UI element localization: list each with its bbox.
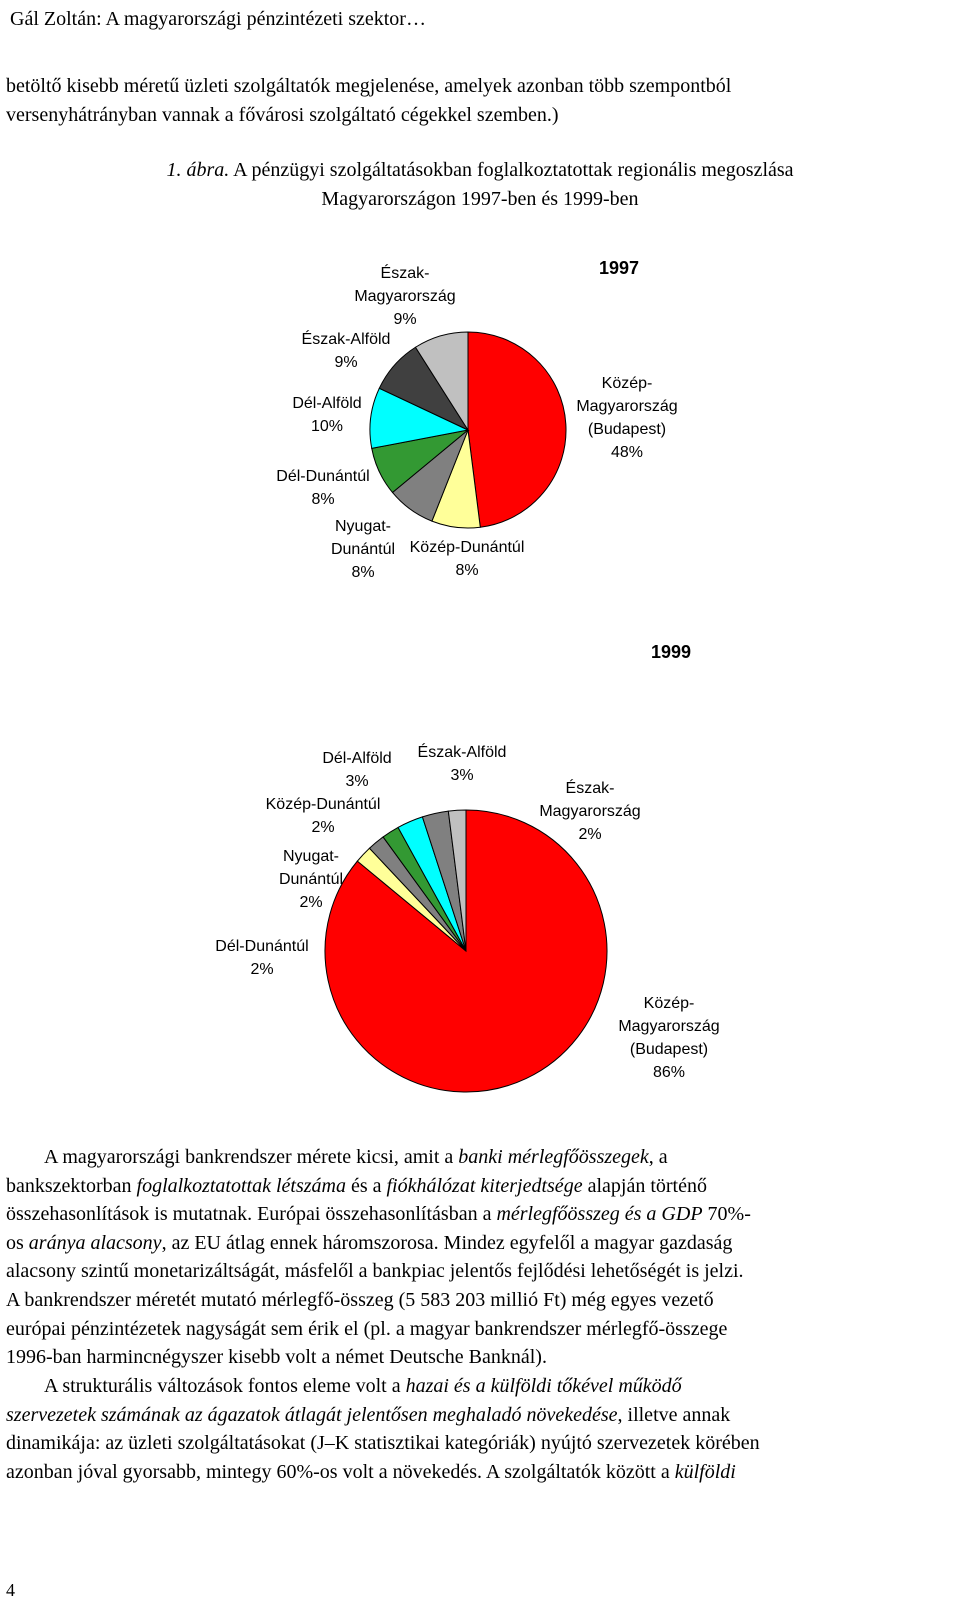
text-run: A magyarországi bankrendszer mérete kicsi, amit a: [44, 1146, 459, 1168]
slice-label: [215, 938, 308, 978]
text-run: azonban jóval gyorsabb, mintegy 60%-os volt a növekedés. A szolgáltatók között a: [6, 1460, 675, 1483]
slice-label-text: Közép-: [601, 375, 653, 392]
italic-phrase: aránya alacsony: [28, 1231, 162, 1254]
slice-percent: 2%: [250, 961, 274, 978]
slice-label-text: Észak-Alföld: [301, 331, 391, 348]
intro-paragraph: [6, 72, 936, 129]
slice-label-text: Dél-Alföld: [322, 750, 392, 767]
text-run: bankszektorban: [6, 1174, 137, 1197]
slice-label-text: Észak-: [565, 780, 615, 797]
slice-label-text: Dunántúl: [278, 871, 344, 888]
slice-label: [322, 750, 391, 790]
slice-label: [410, 539, 525, 579]
running-header: Gál Zoltán: A magyarországi pénzintézeti szektor…: [10, 8, 426, 30]
italic-phrase: mérlegfőösszeg és a GDP: [496, 1203, 703, 1226]
text-run: európai pénzintézetek nagyságát sem érik el (pl. a magyar bankrendszer mérlegfő-összege: [6, 1317, 728, 1340]
italic-phrase: szervezetek számának az ágazatok átlagát jelentősen meghaladó növekedése: [6, 1403, 618, 1426]
body-line: [6, 1257, 936, 1286]
pie-chart-1997: [0, 240, 960, 585]
slice-percent: 86%: [652, 1064, 686, 1081]
slice-label-text: Észak-Alföld: [417, 744, 507, 761]
slice-percent: 2%: [311, 819, 335, 836]
intro-line: betöltő kisebb méretű üzleti szolgáltatók megjelenése, amelyek azonban több szempontból: [6, 75, 732, 97]
caption-line-2: Magyarországon 1997-ben és 1999-ben: [321, 188, 639, 210]
chart-title: 1997: [598, 258, 640, 278]
slice-label: [302, 329, 391, 371]
slice-label-text: Magyarország: [618, 1018, 720, 1035]
slice-label-text: Magyarország: [576, 398, 678, 415]
slice-percent: 3%: [450, 767, 474, 784]
body-line: [6, 1200, 936, 1229]
slice-label-text: (Budapest): [587, 421, 667, 438]
italic-phrase: külföldi: [674, 1460, 736, 1483]
body-line: [6, 1143, 936, 1172]
body-line: [6, 1343, 936, 1372]
slice-label-text: Magyarország: [354, 288, 456, 305]
text-run: A bankrendszer méretét mutató mérlegfő-összeg (5 583 203 millió Ft) még egyes vezető: [6, 1288, 714, 1311]
caption-line-1: [0, 156, 960, 185]
pie-slice-közép-magyarország-budapest-: [468, 332, 566, 527]
text-run: és a: [345, 1174, 387, 1197]
slice-label: [418, 742, 507, 784]
text-run: os: [6, 1231, 29, 1254]
body-line: [6, 1372, 936, 1401]
body-line: [6, 1458, 936, 1487]
slice-label: [354, 263, 455, 328]
slice-label: [331, 518, 395, 581]
slice-percent: 9%: [393, 311, 417, 328]
text-run: 1996-ban harmincnégyszer kisebb volt a német Deutsche Banknál).: [6, 1346, 547, 1369]
slice-label-text: Közép-Dunántúl: [409, 539, 525, 556]
slice-label: [266, 796, 381, 836]
slice-label-text: Közép-Dunántúl: [265, 796, 381, 813]
text-run: , az EU átlag ennek háromszorosa. Mindez egyfelől a magyar gazdaság: [161, 1231, 733, 1254]
figure-number: 1. ábra.: [166, 159, 230, 181]
slice-label-text: Észak-: [380, 265, 430, 282]
text-run: A strukturális változások fontos eleme volt a: [44, 1375, 406, 1397]
slice-label-text: Dél-Dunántúl: [215, 938, 309, 955]
text-run: alapján történő: [582, 1174, 707, 1197]
italic-phrase: banki mérlegfőösszegek: [458, 1146, 649, 1168]
slice-percent: 8%: [455, 562, 479, 579]
body-paragraph-2: [6, 1372, 936, 1486]
slice-label-text: Magyarország: [539, 803, 641, 820]
pie-chart-1999: [0, 630, 960, 1090]
text-run: , illetve annak: [617, 1403, 731, 1426]
slice-label: [576, 375, 677, 461]
body-line: [6, 1172, 936, 1201]
slice-percent: 10%: [310, 418, 344, 435]
slice-label-text: Nyugat-: [334, 518, 392, 535]
body-line: [6, 1315, 936, 1344]
slice-percent: 3%: [345, 773, 369, 790]
body-line: [6, 1429, 936, 1458]
slice-label-text: Dél-Dunántúl: [276, 468, 370, 485]
slice-label-text: Dunántúl: [330, 541, 396, 558]
slice-label: [276, 468, 369, 508]
figure-caption: [0, 156, 960, 214]
body-line: [6, 1401, 936, 1430]
text-run: dinamikája: az üzleti szolgáltatásokat (J–K statisztikai kategóriák) nyújtó szervezetek körében: [6, 1432, 760, 1455]
slice-label-text: Nyugat-: [282, 848, 340, 865]
slice-percent: 2%: [578, 826, 602, 843]
text-run: , a: [648, 1146, 668, 1168]
slice-percent: 9%: [334, 354, 358, 371]
slice-label-text: (Budapest): [629, 1041, 709, 1058]
italic-phrase: foglalkoztatottak létszáma: [136, 1174, 346, 1197]
text-run: összehasonlítások is mutatnak. Európai összehasonlításban a: [6, 1203, 497, 1226]
slice-percent: 48%: [610, 444, 644, 461]
slice-label: [539, 778, 640, 843]
slice-percent: 8%: [351, 564, 375, 581]
text-run: 70%-: [702, 1203, 751, 1226]
body-paragraph-1: [6, 1143, 936, 1372]
caption-text-1: A pénzügyi szolgáltatásokban foglalkoztatottak regionális megoszlása: [233, 159, 794, 181]
text-run: alacsony szintű monetarizáltságát, másfelől a bankpiac jelentős fejlődési lehetőségét is jelzi.: [6, 1260, 744, 1283]
slice-label-text: Dél-Alföld: [292, 395, 362, 412]
italic-phrase: hazai és a külföldi tőkével működő: [405, 1375, 682, 1397]
page-number: 4: [6, 1580, 15, 1600]
slice-label: [292, 395, 361, 435]
slice-label: [618, 995, 719, 1081]
intro-line: versenyhátrányban vannak a fővárosi szolgáltató cégekkel szemben.): [6, 103, 559, 126]
body-line: [6, 1229, 936, 1258]
italic-phrase: fiókhálózat kiterjedtsége: [386, 1174, 583, 1197]
slice-percent: 2%: [299, 894, 323, 911]
chart-title: 1999: [650, 642, 692, 662]
slice-percent: 8%: [311, 491, 335, 508]
body-line: [6, 1286, 936, 1315]
slice-label-text: Közép-: [643, 995, 695, 1012]
